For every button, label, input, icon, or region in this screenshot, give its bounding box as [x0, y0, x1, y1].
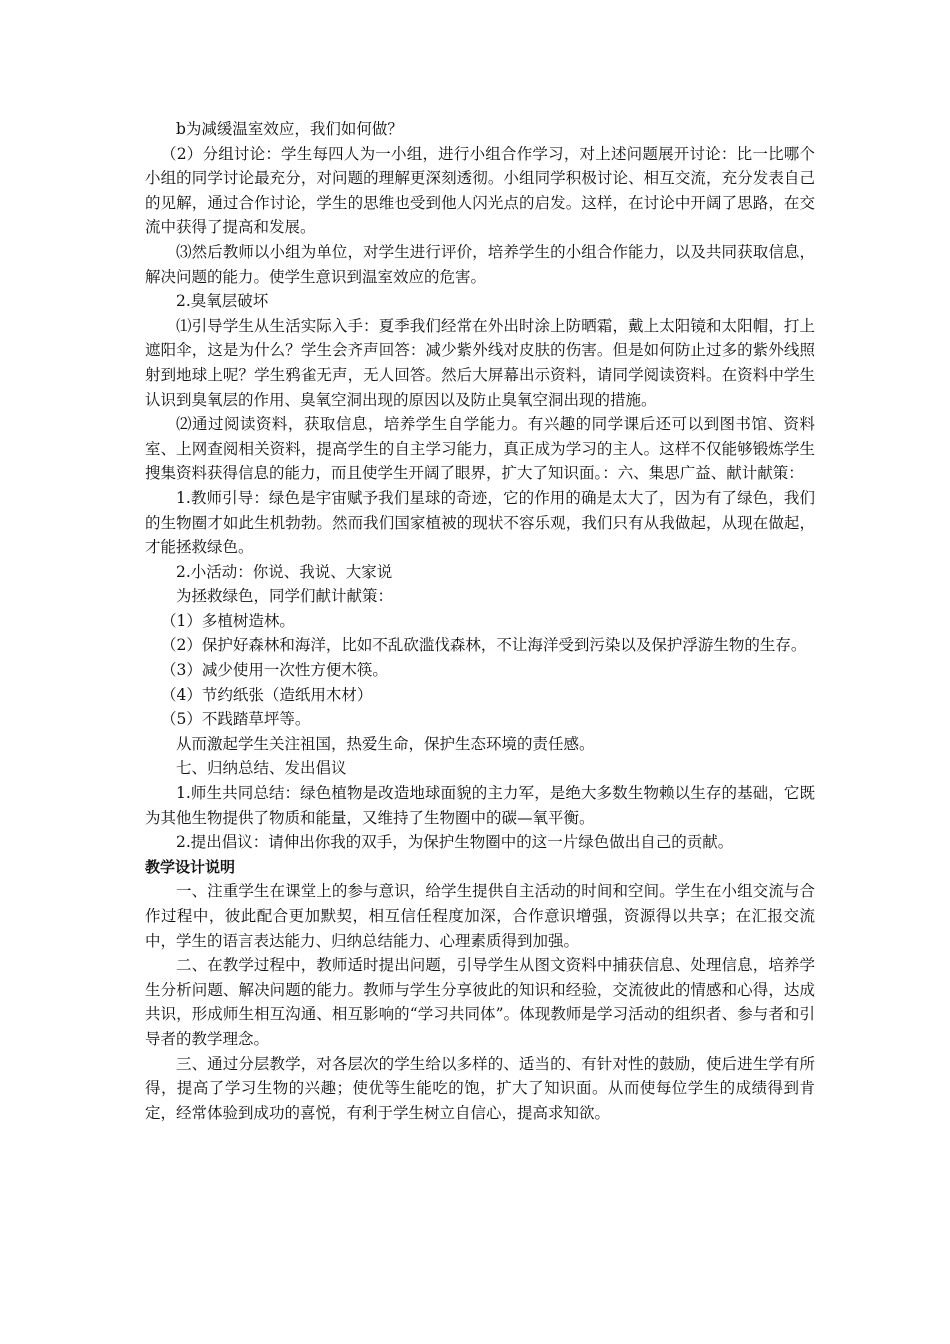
paragraph: ⑶然后教师以小组为单位，对学生进行评价，培养学生的小组合作能力，以及共同获取信息，解决问题的能力。使学生意识到温室效应的危害。	[145, 242, 815, 286]
list-item: （4）节约纸张（造纸用木材）	[161, 685, 373, 704]
paragraph: 2.提出倡议：请伸出你我的双手，为保护生物圈中的这一片绿色做出自己的贡献。	[176, 833, 734, 852]
paragraph: b为减缓温室效应，我们如何做？	[176, 120, 403, 138]
paragraph: 1.师生共同总结：绿色植物是改造地球面貌的主力军，是绝大多数生物赖以生存的基础，它既为其他生物提供了物质和能量，又维持了生物圈中的碳—氧平衡。	[145, 784, 815, 827]
paragraph: ⑴引导学生从生活实际入手：夏季我们经常在外出时涂上防晒霜，戴上太阳镜和太阳帽，打上遮阳伞，这是为什么？学生会齐声回答：减少紫外线对皮肤的伤害。但是如何防止过多的紫外线照射到地球上呢？学生鸦雀无声，无人回答。然后大屏幕出示资料，请同学阅读资料。在资料中学生认识到臭氧层的作用、臭氧空洞出现的原因以及防止臭氧空洞出现的措施。	[145, 316, 815, 409]
paragraph: 2.小活动：你说、我说、大家说	[176, 562, 393, 581]
paragraph: （2）分组讨论：学生每四人为一小组，进行小组合作学习，对上述问题展开讨论：比一比哪个小组的同学讨论最充分，对问题的理解更深刻透彻。小组同学积极讨论、相互交流，充分发表自己的见解，通过合作讨论，学生的思维也受到他人闪光点的启发。这样，在讨论中开阔了思路，在交流中获得了提高和发展。	[145, 144, 815, 237]
paragraph: 一、注重学生在课堂上的参与意识，给学生提供自主活动的时间和空间。学生在小组交流与合作过程中，彼此配合更加默契，相互信任程度加深，合作意识增强，资源得以共享；在汇报交流中，学生的语言表达能力、归纳总结能力、心理素质得到加强。	[145, 882, 815, 950]
paragraph: 为拯救绿色，同学们献计献策：	[176, 587, 394, 606]
heading-teaching-design: 教学设计说明	[145, 857, 236, 876]
paragraph: 从而激起学生关注祖国，热爱生命，保护生态环境的责任感。	[176, 734, 595, 753]
section-subtitle: 2.臭氧层破坏	[176, 292, 269, 311]
section-title: 七、归纳总结、发出倡议	[176, 759, 347, 778]
paragraph: 1.教师引导：绿色是宇宙赋予我们星球的奇迹，它的作用的确是太大了，因为有了绿色，我们的生物圈才如此生机勃勃。然而我们国家植被的现状不容乐观，我们只有从我做起，从现在做起，才能拯救绿色。	[145, 488, 815, 557]
document-body	[145, 117, 815, 1125]
paragraph: 二、在教学过程中，教师适时提出问题，引导学生从图文资料中捕获信息、处理信息，培养学生分析问题、解决问题的能力。教师与学生分享彼此的知识和经验，交流彼此的情感和心得，达成共识，形成师生相互沟通、相互影响的“学习共同体”。体现教师是学习活动的组织者、参与者和引导者的教学理念。	[145, 956, 815, 1048]
paragraph: 三、通过分层教学，对各层次的学生给以多样的、适当的、有针对性的鼓励，使后进生学有所得，提高了学习生物的兴趣；使优等生能吃的饱，扩大了知识面。从而使每位学生的成绩得到肯定，经常体验到成功的喜悦，有利于学生树立自信心，提高求知欲。	[145, 1054, 815, 1122]
list-item: （5）不践踏草坪等。	[161, 710, 311, 729]
paragraph: ⑵通过阅读资料，获取信息，培养学生自学能力。有兴趣的同学课后还可以到图书馆、资料室、上网查阅相关资料，提高学生的自主学习能力，真正成为学习的主人。这样不仅能够锻炼学生搜集资料获得信息的能力，而且使学生开阔了眼界，扩大了知识面。：六、集思广益、献计献策：	[145, 415, 815, 483]
list-item: （1）多植树造林。	[161, 611, 295, 630]
list-item: （2）保护好森林和海洋，比如不乱砍滥伐森林，不让海洋受到污染以及保护浮游生物的生存。	[161, 636, 807, 655]
list-item: （3）减少使用一次性方便木筷。	[161, 661, 388, 680]
